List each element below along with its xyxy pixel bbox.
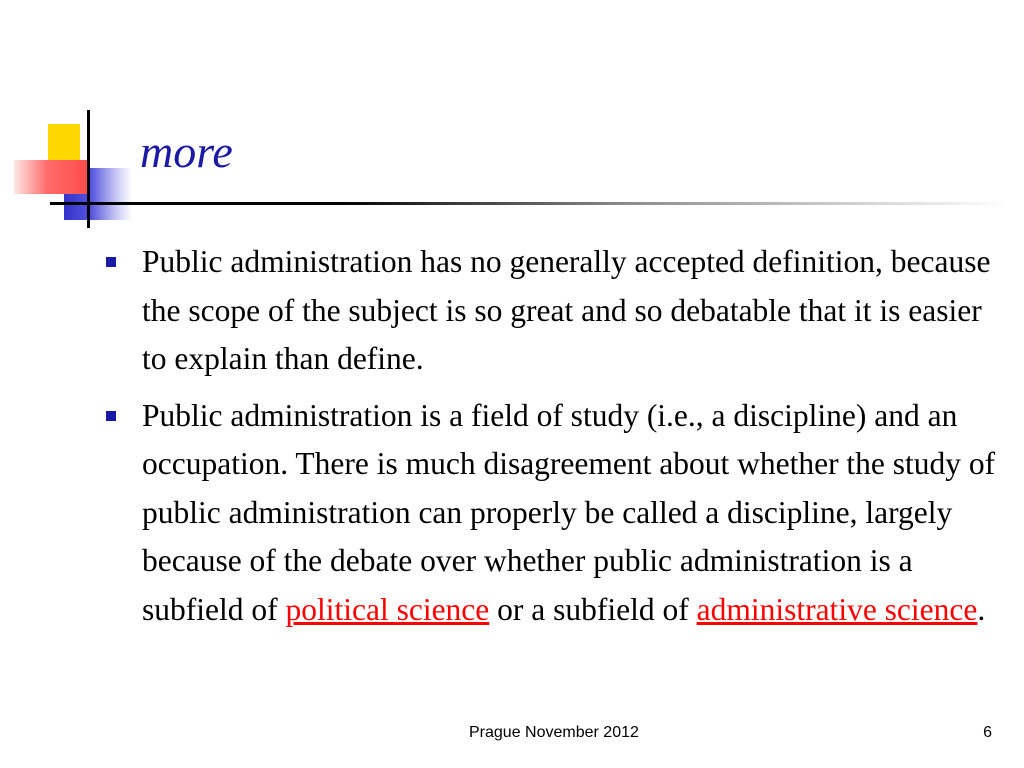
slide-title: more xyxy=(140,126,233,177)
link-administrative-science[interactable]: administrative science xyxy=(696,591,978,627)
footer-text: Prague November 2012 xyxy=(469,724,639,741)
bullet-item xyxy=(104,392,1009,635)
decorative-red-square xyxy=(14,160,88,194)
bullet-list xyxy=(104,238,1009,642)
title-underline xyxy=(50,202,1010,205)
square-bullet-icon xyxy=(106,257,116,267)
page-number: 6 xyxy=(983,724,992,741)
decorative-vertical-line xyxy=(87,110,90,228)
link-political-science[interactable]: political science xyxy=(285,591,490,627)
bullet-text: . xyxy=(977,591,986,627)
bullet-text: Public administration has no generally accepted definition, because the scope of the subject is so great and so debatable that it is easier to explain than define. xyxy=(142,244,991,376)
bullet-text: Public administration is a field of study (i.e., a discipline) and an occupation. There is much disagreement about whether the study of public administration can properly be called a discipline, largely because of the debate over whether public administration is a subfield of xyxy=(142,397,996,627)
square-bullet-icon xyxy=(106,411,116,421)
bullet-text: or a subfield of xyxy=(489,591,697,627)
bullet-item xyxy=(104,238,1009,384)
